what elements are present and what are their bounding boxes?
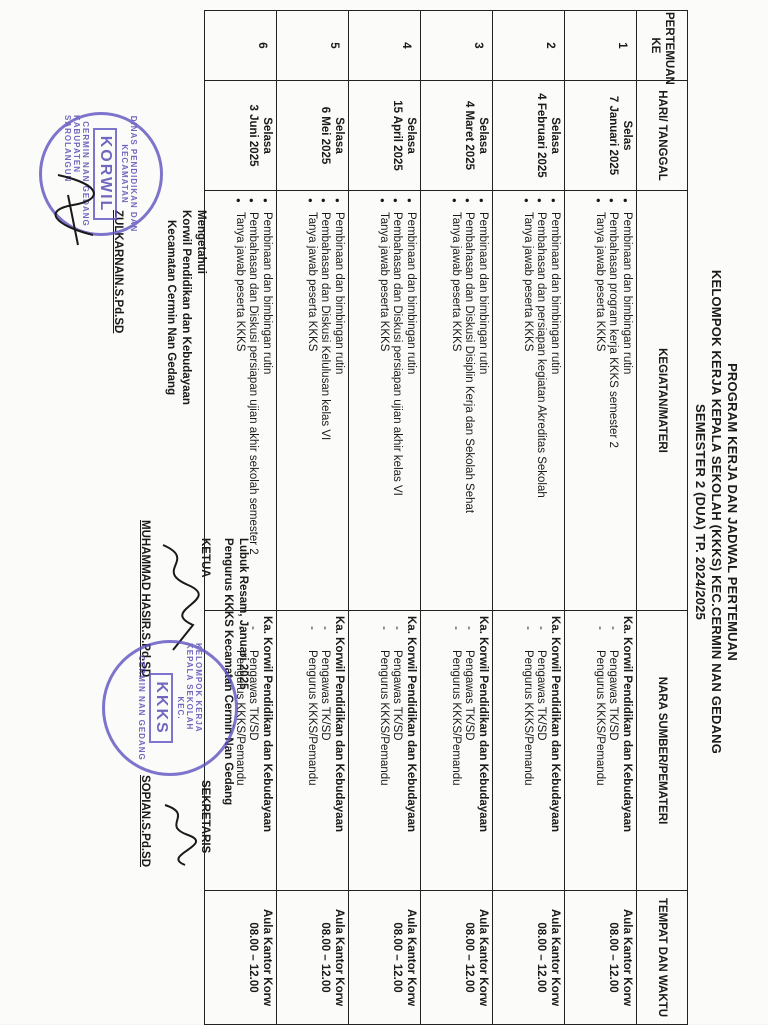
meeting-place: Aula Kantor Korw <box>405 908 417 1007</box>
speaker-item: - Pengawas TK/SD <box>606 650 620 885</box>
stamp-ring-text: KELOMPOK KERJA KEPALA SEKOLAH <box>185 643 203 733</box>
activity-item: ● Pembinaan dan bimbingan rutin <box>404 212 418 605</box>
speaker-item: - Pengawas TK/SD <box>318 650 332 885</box>
meeting-number: 6 <box>205 11 277 81</box>
speaker-item: - Pengurus KKKS/Pemandu <box>305 650 319 885</box>
activity-list <box>593 196 634 605</box>
meeting-day: Selasa <box>333 117 345 154</box>
meeting-number: 3 <box>421 11 493 81</box>
meeting-date-cell <box>349 81 421 191</box>
speaker-item: - Pengurus KKKS/Pemandu <box>593 650 607 885</box>
meeting-day: Selasa <box>477 117 489 154</box>
header-date: HARI/ TANGGAL <box>637 81 688 191</box>
activity-item: ● Pembahasan dan persiapan kegiatan Akreditas Sekolah <box>534 212 548 605</box>
speaker-head: Ka. Korwil Pendidikan dan Kebudayaan <box>405 616 417 832</box>
document-semester: SEMESTER 2 (DUA) TP. 2024/2025 <box>693 403 708 620</box>
korwil-name: ZULKARNAIN.S.Pd.SD <box>112 210 124 334</box>
activity-list <box>521 196 562 605</box>
meeting-time: 08.00 – 12.00 <box>535 922 548 993</box>
secretary-title: SEKRETARIS <box>199 780 211 854</box>
chair-title: KETUA <box>199 538 211 578</box>
meeting-date-cell <box>421 81 493 191</box>
table-header-row <box>637 11 688 1025</box>
table-row <box>277 11 349 1025</box>
place-date: Lubuk Resam, Januari 2025 <box>237 538 249 690</box>
activity-cell <box>565 191 637 611</box>
meeting-day: Selasa <box>549 117 561 154</box>
meeting-day: Selasa <box>405 117 417 154</box>
meeting-number: 1 <box>565 11 637 81</box>
place-time-cell <box>277 891 349 1025</box>
place-time-cell <box>493 891 565 1025</box>
place-time-cell <box>349 891 421 1025</box>
meeting-number: 5 <box>277 11 349 81</box>
activity-item: ● Pembahasan dan Diskusi persiapan ujian akhir sekolah semester 2 <box>246 212 260 605</box>
speaker-item: - Pengurus KKKS/Pemandu <box>377 650 391 885</box>
meeting-date-cell <box>565 81 637 191</box>
activity-item: ● Pembinaan dan bimbingan rutin <box>260 212 274 605</box>
stamp-ring-bottom-text: CERMIN NAN GEDANG <box>137 655 146 761</box>
activity-cell <box>277 191 349 611</box>
meeting-day: Selas <box>621 120 633 151</box>
speaker-item: - Pengurus KKKS/Pemandu <box>521 650 535 885</box>
meeting-number: 2 <box>493 11 565 81</box>
speaker-list <box>521 616 548 885</box>
header-activity: KEGIATAN/MATERI <box>637 191 688 611</box>
activity-item: ● Pembahasan dan Diskusi persiapan ujian akhir kelas VI <box>390 212 404 605</box>
meeting-time: 08.00 – 12.00 <box>463 922 476 993</box>
place-time-cell <box>565 891 637 1025</box>
meeting-place: Aula Kantor Korw <box>333 908 345 1007</box>
stamp-sub-text: KECAMATAN <box>120 144 130 204</box>
activity-item: ● Tanya jawab peserta KKKS <box>593 212 607 605</box>
activity-item: ● Pembahasan dan Diskusi Disiplin Kerja dan Sekolah Sehat <box>462 212 476 605</box>
chair-name: MUHAMMAD HASIR.S.Pd.SD <box>139 520 151 678</box>
speaker-item: - Pengurus KKKS/Pemandu <box>449 650 463 885</box>
speaker-cell <box>421 611 493 891</box>
meeting-number: 4 <box>349 11 421 81</box>
activity-list <box>377 196 418 605</box>
header-meeting-no: PERTEMUAN KE <box>637 11 688 81</box>
activity-item: ● Tanya jawab peserta KKKS <box>521 212 535 605</box>
activity-cell <box>349 191 421 611</box>
speaker-item: - Pengawas TK/SD <box>246 650 260 885</box>
stamp-center-text: KORWIL <box>94 128 118 221</box>
korwil-title: Korwil Pendidikan dan Kebudayaan <box>180 210 192 405</box>
meeting-date: 4 Maret 2025 <box>463 100 476 171</box>
place-time-cell <box>205 891 277 1025</box>
meeting-date: 3 Juni 2025 <box>247 104 260 167</box>
stamp-sub2-text: CERMIN NAN GEDANG <box>81 121 91 227</box>
activity-list <box>449 196 490 605</box>
table-row <box>493 11 565 1025</box>
left-signature-block <box>110 210 208 405</box>
meeting-date: 7 Januari 2025 <box>607 95 620 176</box>
activity-item: ● Pembinaan dan bimbingan rutin <box>332 212 346 605</box>
speaker-list <box>377 616 404 885</box>
activity-item: ● Tanya jawab peserta KKKS <box>233 212 247 605</box>
activity-item: ● Tanya jawab peserta KKKS <box>305 212 319 605</box>
activity-item: ● Pembinaan dan bimbingan rutin <box>548 212 562 605</box>
secretary-signature <box>150 800 200 870</box>
activity-item: ● Tanya jawab peserta KKKS <box>449 212 463 605</box>
meeting-time: 08.00 – 12.00 <box>607 922 620 993</box>
speaker-item: - Pengurus KKKS/Pemandu <box>233 650 247 885</box>
stamp-ring-bottom-text: KABUPATEN SAROLANGUN <box>63 115 82 183</box>
org-name: Pengurus KKKS Kecamatan Cermin Nan Gedang <box>222 538 234 806</box>
activity-item: ● Pembahasan program kerja KKKS semester 2 <box>606 212 620 605</box>
korwil-signature <box>43 165 113 255</box>
table-row <box>205 11 277 1025</box>
header-place-time: TEMPAT DAN WAKTU <box>637 891 688 1025</box>
activity-item: ● Pembahasan dan Diskusi Kelulusan kelas VI <box>318 212 332 605</box>
meeting-time: 08.00 – 12.00 <box>319 922 332 993</box>
stamp-center-text: KKKS <box>149 673 173 742</box>
speaker-list <box>593 616 620 885</box>
meeting-place: Aula Kantor Korw <box>549 908 561 1007</box>
meeting-place: Aula Kantor Korw <box>261 908 273 1007</box>
speaker-head: Ka. Korwil Pendidikan dan Kebudayaan <box>261 616 273 832</box>
meeting-date-cell <box>493 81 565 191</box>
meeting-place: Aula Kantor Korw <box>621 908 633 1007</box>
speaker-head: Ka. Korwil Pendidikan dan Kebudayaan <box>477 616 489 832</box>
speaker-head: Ka. Korwil Pendidikan dan Kebudayaan <box>621 616 633 832</box>
activity-list <box>305 196 346 605</box>
document-title: PROGRAM KERJA DAN JADWAL PERTEMUAN <box>725 363 740 661</box>
table-row <box>349 11 421 1025</box>
secretary-name: SOPIAN.S.Pd.SD <box>139 775 151 868</box>
activity-item: ● Pembinaan dan bimbingan rutin <box>476 212 490 605</box>
schedule-table <box>204 10 688 1025</box>
activity-item: ● Pembinaan dan bimbingan rutin <box>620 212 634 605</box>
document-subtitle: KELOMPOK KERJA KEPALA SEKOLAH (KKKS) KEC.CERMIN NAN GEDANG <box>709 269 724 755</box>
meeting-place: Aula Kantor Korw <box>477 908 489 1007</box>
speaker-list <box>305 616 332 885</box>
place-time-cell <box>421 891 493 1025</box>
meeting-date: 15 April 2025 <box>391 100 404 171</box>
meeting-time: 08.00 – 12.00 <box>247 922 260 993</box>
header-speaker: NARA SUMBER/PEMATERI <box>637 611 688 891</box>
meeting-date-cell <box>277 81 349 191</box>
table-row <box>565 11 637 1025</box>
meeting-date: 4 Februari 2025 <box>535 93 548 178</box>
meeting-date-cell <box>205 81 277 191</box>
table-row <box>421 11 493 1025</box>
speaker-item: - Pengawas TK/SD <box>534 650 548 885</box>
stamp-ring-text: DINAS PENDIDIKAN DAN <box>129 115 139 233</box>
speaker-cell <box>277 611 349 891</box>
district-label: Kecamatan Cermin Nan Gedang <box>165 220 177 396</box>
speaker-head: Ka. Korwil Pendidikan dan Kebudayaan <box>333 616 345 832</box>
stamp-sub-text: KEC. <box>176 696 185 720</box>
activity-item: ● Tanya jawab peserta KKKS <box>377 212 391 605</box>
speaker-item: - Pengawas TK/SD <box>462 650 476 885</box>
activity-cell <box>421 191 493 611</box>
speaker-cell <box>349 611 421 891</box>
meeting-day: Selasa <box>261 117 273 154</box>
speaker-cell <box>493 611 565 891</box>
activity-cell <box>493 191 565 611</box>
speaker-item: - Pengawas TK/SD <box>390 650 404 885</box>
kkks-stamp <box>102 640 238 776</box>
meeting-date: 6 Mei 2025 <box>319 106 332 165</box>
speaker-cell <box>565 611 637 891</box>
acknowledged-label: Mengetahui <box>195 210 207 274</box>
meeting-time: 08.00 – 12.00 <box>391 922 404 993</box>
speaker-head: Ka. Korwil Pendidikan dan Kebudayaan <box>549 616 561 832</box>
speaker-list <box>449 616 476 885</box>
